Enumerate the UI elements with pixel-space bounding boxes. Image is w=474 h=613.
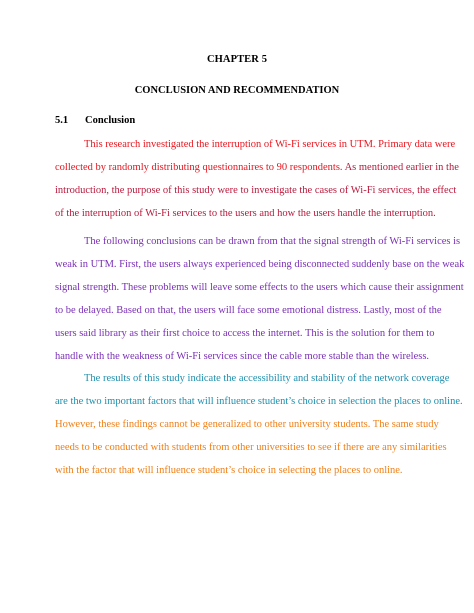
text-segment: users said library as their first choice to access the internet. This is the solution for them to xyxy=(55,328,435,339)
text-segment: However, these findings cannot be generalized to other university students. The same study xyxy=(55,419,439,430)
paragraph-line xyxy=(55,202,435,225)
chapter-title: CONCLUSION AND RECOMMENDATION xyxy=(134,85,340,96)
text-segment: collected by randomly distributing questionnaires to 90 respondents. xyxy=(55,162,343,173)
paragraph-line xyxy=(55,230,461,253)
text-segment: with the factor that will influence student’s choice in selecting the places to online. xyxy=(55,465,403,476)
paragraph-line xyxy=(55,390,463,413)
paragraph-3 xyxy=(55,367,463,482)
section-number: 5.1 xyxy=(55,115,69,126)
text-segment: weak in UTM. First, the users always experienced being disconnected suddenly base on the weak xyxy=(55,259,465,270)
paragraph-line xyxy=(55,459,435,482)
paragraph-1 xyxy=(55,133,459,225)
paragraph-line xyxy=(55,179,457,202)
section-title: Conclusion xyxy=(85,115,136,126)
text-segment: signal strength. These problems will leave some effects to the users which cause their assignment xyxy=(55,282,464,293)
paragraph-line xyxy=(55,133,456,156)
paragraph-line xyxy=(55,367,450,390)
paragraph-2 xyxy=(55,230,465,368)
paragraph-line xyxy=(55,253,465,276)
paragraph-line xyxy=(55,299,442,322)
paragraph-line xyxy=(55,413,439,436)
text-segment: The results of this study indicate the accessibility and stability of the network coverage xyxy=(84,373,450,384)
text-segment: needs to be conducted with students from other universities to see if there are any similarities xyxy=(55,442,447,453)
text-segment: As mentioned earlier in the xyxy=(342,162,459,173)
text-segment: to be delayed. Based on that, the users will face some emotional distress. Lastly, most of the xyxy=(55,305,442,316)
text-segment: are the two important factors that will influence student’s choice in selection the places to online. xyxy=(55,396,463,407)
paragraph-line xyxy=(55,276,464,299)
chapter-heading: CHAPTER 5 xyxy=(206,54,268,65)
text-segment: of the interruption of Wi-Fi services to the users and how the users handle the interruption. xyxy=(55,208,436,219)
text-segment: introduction, the purpose of this study were to investigate the cases of Wi-Fi services, the effect xyxy=(55,185,457,196)
paragraph-line xyxy=(55,322,435,345)
text-segment: handle with the weakness of Wi-Fi services since the cable more stable than the wireless. xyxy=(55,351,430,362)
text-segment: This research investigated the interruption of Wi-Fi services in UTM. Primary data were xyxy=(84,139,456,150)
paragraph-line xyxy=(55,156,459,179)
section-heading xyxy=(55,115,135,126)
paragraph-line xyxy=(55,436,447,459)
text-segment: The following conclusions can be drawn from that the signal strength of Wi-Fi services is xyxy=(84,236,461,247)
paragraph-line xyxy=(55,345,435,368)
